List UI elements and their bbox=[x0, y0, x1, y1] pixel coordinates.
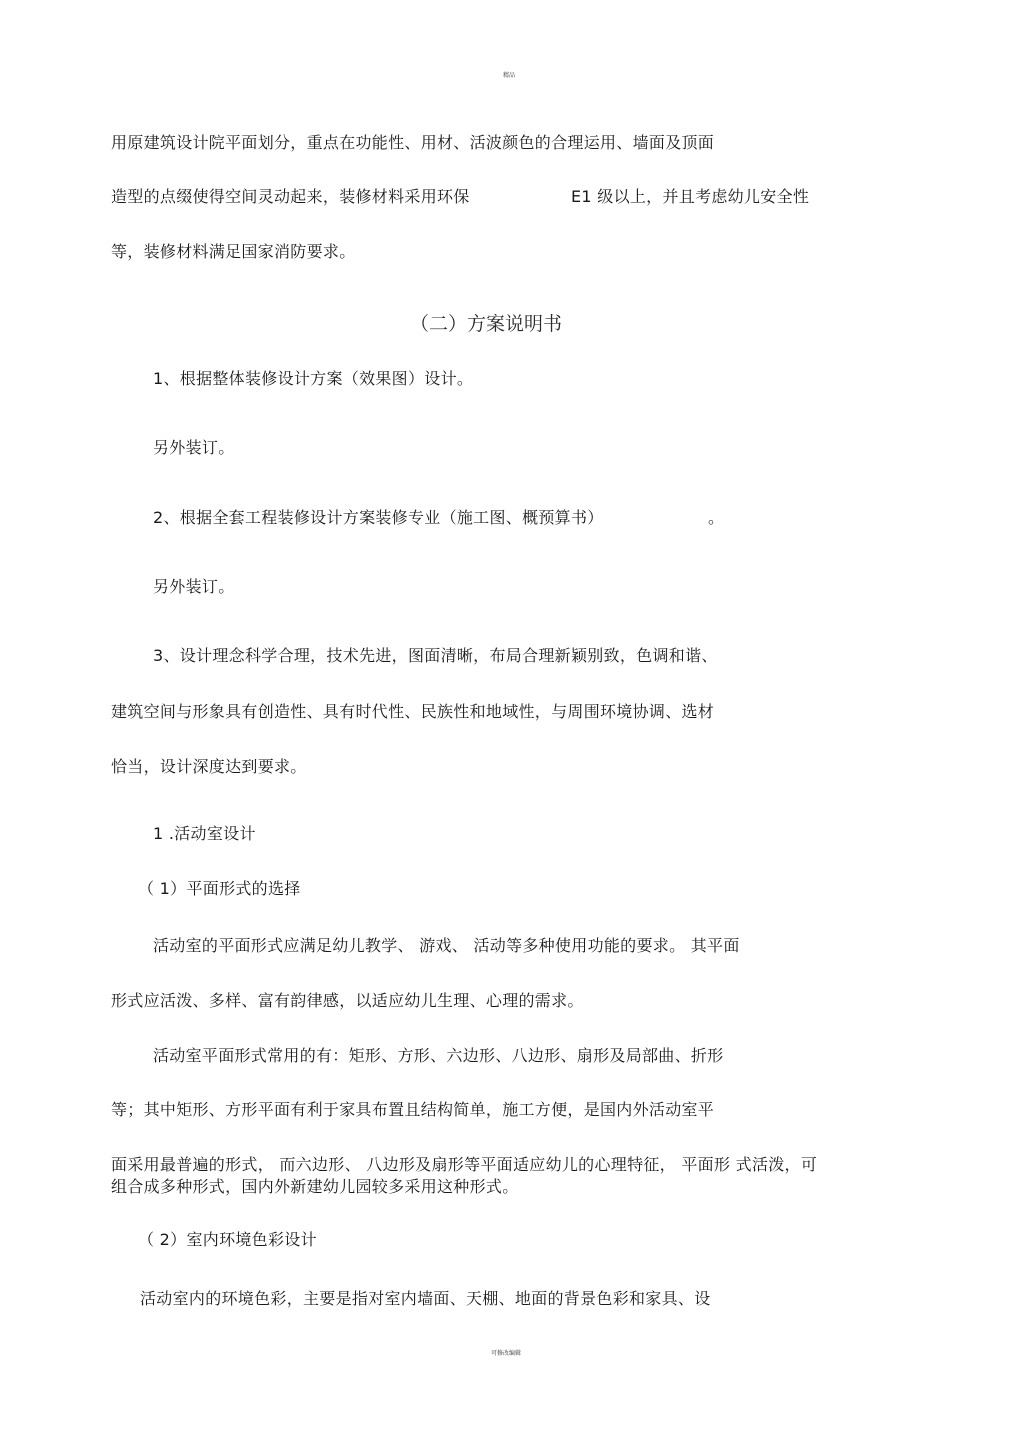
activity-p1-line-1: 活动室的平面形式应满足幼儿教学、 游戏、 活动等多种使用功能的要求。 其平面 bbox=[153, 936, 740, 955]
intro-line-3: 等，装修材料满足国家消防要求。 bbox=[111, 242, 356, 261]
activity-p1-line-2: 形式应活泼、多样、富有韵律感，以适应幼儿生理、心理的需求。 bbox=[111, 991, 584, 1010]
item-3-line-3: 恰当，设计深度达到要求。 bbox=[111, 757, 307, 776]
activity-sub-1: （ 1）平面形式的选择 bbox=[138, 879, 301, 898]
activity-heading: 1 .活动室设计 bbox=[153, 824, 256, 843]
activity-p2-line-4: 组合成多种形式，国内外新建幼儿园较多采用这种形式。 bbox=[111, 1177, 519, 1196]
activity-p2-line-3: 面采用最普遍的形式， 而六边形、 八边形及扇形等平面适应幼儿的心理特征， 平面形 式活泼，可 bbox=[111, 1155, 818, 1174]
activity-p2-line-2: 等；其中矩形、方形平面有利于家具布置且结构简单，施工方便，是国内外活动室平 bbox=[111, 1100, 715, 1119]
item-1: 1、根据整体装修设计方案（效果图）设计。 bbox=[153, 369, 474, 388]
intro-line-1: 用原建筑设计院平面划分，重点在功能性、用材、活波颜色的合理运用、墙面及顶面 bbox=[111, 133, 715, 152]
item-2b: 。 bbox=[708, 508, 725, 527]
header-mark: 精品 bbox=[503, 72, 516, 79]
item-1-note: 另外装订。 bbox=[153, 438, 235, 457]
activity-p2-line-1: 活动室平面形式常用的有：矩形、方形、六边形、八边形、扇形及局部曲、折形 bbox=[153, 1046, 724, 1065]
activity-p3-line-1: 活动室内的环境色彩，主要是指对室内墙面、天棚、地面的背景色彩和家具、设 bbox=[140, 1289, 711, 1308]
item-3-line-2: 建筑空间与形象具有创造性、具有时代性、民族性和地域性，与周围环境协调、选材 bbox=[111, 702, 715, 721]
activity-sub-2: （ 2）室内环境色彩设计 bbox=[138, 1230, 317, 1249]
section-title: （二）方案说明书 bbox=[410, 313, 563, 335]
footer-mark: 可修改编辑 bbox=[491, 1350, 522, 1357]
item-2-note: 另外装订。 bbox=[153, 577, 235, 596]
intro-line-2b: E1 级以上，并且考虑幼儿安全性 bbox=[571, 187, 810, 206]
item-3-line-1: 3、设计理念科学合理，技术先进，图面清晰，布局合理新颖别致，色调和谐、 bbox=[153, 646, 718, 665]
item-2a: 2、根据全套工程装修设计方案装修专业（施工图、概预算书） bbox=[153, 508, 604, 527]
intro-line-2a: 造型的点缀使得空间灵动起来，装修材料采用环保 bbox=[111, 187, 470, 206]
